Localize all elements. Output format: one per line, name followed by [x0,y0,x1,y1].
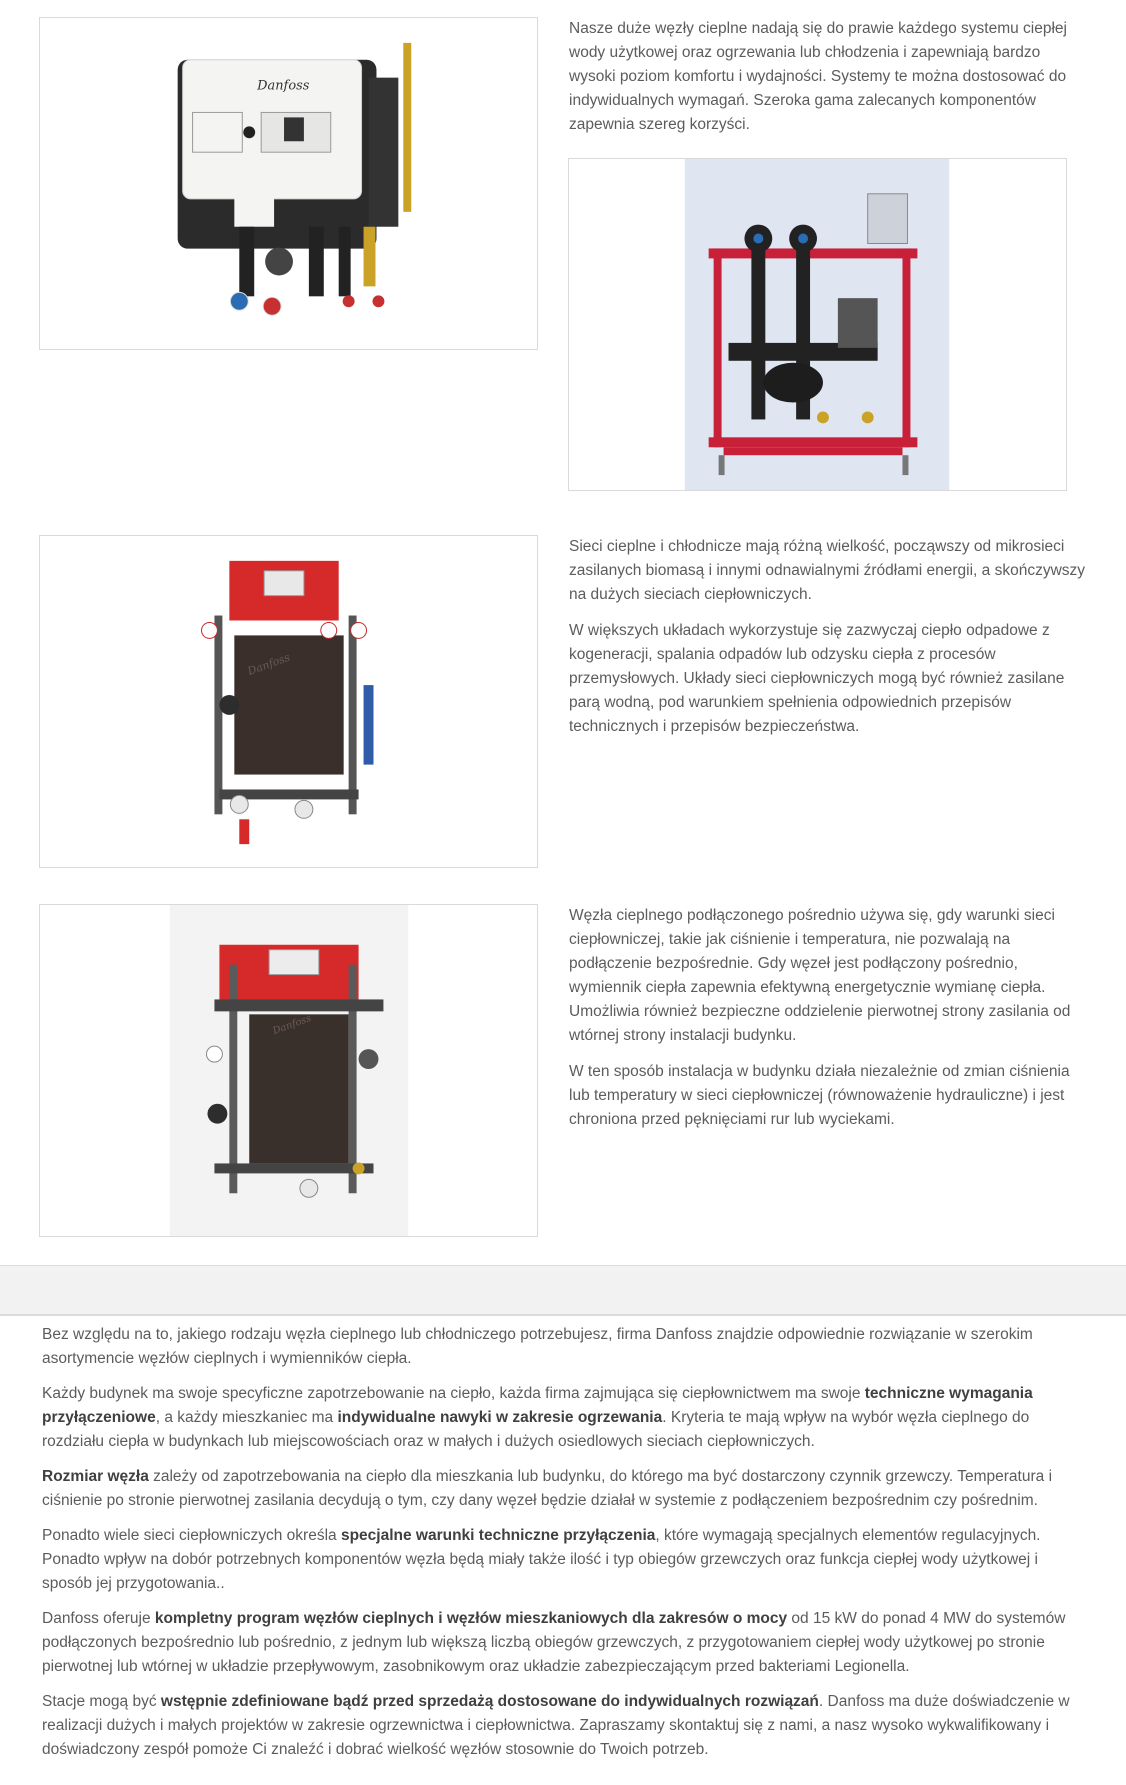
section-2-paragraph-2: W większych układach wykorzystuje się zazwyczaj ciepło odpadowe z kogeneracji, spalania odpadów lub odzysku ciepła z procesów przemysłowych. Układy sieci ciepłowniczych mogą być również zasilane parą wodną, pod warunkiem spełnienia odpowiednich przepisów technicznych i przepisów bezpieczeństwa. [569,622,1065,735]
bold-phrase: techniczne wymagania przyłączeniowe [42,1385,1033,1426]
text-segment: zależy od zapotrzebowania na ciepło dla mieszkania lub budynku, do którego ma być dostarczony czynnik grzewczy. Temperatura i ciśnienie po stronie pierwotnej zasilania decydują o tym, czy dany węzeł będzie działał w systemie z podłączeniem bezpośrednim czy pośrednim. [42,1468,1053,1509]
product-image-plate-heat-exchanger [39,535,538,868]
danfoss-logo-exchanger: Danfoss [245,650,292,678]
indirect-substation-illustration [40,905,537,1236]
body-paragraph-5 [42,1607,1092,1679]
product-image-indirect-substation [39,904,538,1237]
section-divider-band [0,1265,1126,1316]
text-segment: Ponadto wiele sieci ciepłowniczych określa [42,1527,341,1544]
body-paragraph-1: Bez względu na to, jakiego rodzaju węzła cieplnego lub chłodniczego potrzebujesz, firma Danfoss znajdzie odpowiednie rozwiązanie w szerokim asortymencie węzłów cieplnych i wymienników ciepła. [42,1326,1033,1367]
section-2-paragraph-1: Sieci cieplne i chłodnicze mają różną wielkość, począwszy od mikrosieci zasilanych biomasą i innymi odnawialnymi źródłami energii, a skończywszy na dużych sieciach ciepłowniczych. [569,538,1086,603]
bold-phrase: specjalne warunki techniczne przyłączenia [340,1527,656,1544]
bold-phrase: kompletny program węzłów cieplnych i węzłów mieszkaniowych dla zakresów o mocy [154,1610,788,1627]
text-segment: , które wymagają specjalnych elementów regulacyjnych. Ponadto wpływ na dobór potrzebnych komponentów węzła będą miały także ilość i typ obiegów grzewczych oraz funkcja ciepłej wody użytkowej i sposób jej przygotowania.. [42,1527,1041,1592]
plate-heat-exchanger-illustration [40,536,537,867]
compact-substation-illustration [40,18,537,349]
section-2-text [569,535,1089,751]
text-segment: od 15 kW do ponad 4 MW do systemów podłączonych bezpośrednio lub pośrednio, z jednym lub większą liczbą obiegów grzewczych, z przygotowaniem ciepłej wody użytkowej po stronie pierwotnej lub wtórnej w układzie przepływowym, zasobnikowym oraz układzie zabezpieczającym przed bakteriami Legionella. [42,1610,1066,1675]
bold-phrase: wstępnie zdefiniowane bądź przed sprzedażą dostosowane do indywidualnych rozwiązań [160,1693,819,1710]
product-image-compact-substation [39,17,538,350]
bold-phrase: Rozmiar węzła [42,1468,149,1485]
text-segment: . Danfoss ma duże doświadczenie w realizacji dużych i małych projektów w zakresie ogrzewnictwa i ciepłownictwa. Zapraszamy skontaktuj się z nami, a nasz wysoko wykwalifikowany i doświadczony zespół pomoże Ci znaleźć i dobrać wielkość węzłów stosownie do Twoich potrzeb. [42,1693,1070,1758]
body-paragraph-2 [42,1382,1092,1454]
body-paragraph-4 [42,1524,1092,1596]
section-3-paragraph-1: Węzła cieplnego podłączonego pośrednio używa się, gdy warunki sieci ciepłowniczej, takie jak ciśnienie i temperatura, nie pozwalają na podłączenie bezpośrednie. Gdy węzeł jest podłączony pośrednio, wymiennik ciepła zapewnia efektywną energetycznie wymianę ciepła. Umożliwia również bezpieczne oddzielenie pierwotnej strony zasilania od wtórnej strony instalacji budynku. [569,907,1071,1044]
bold-phrase: indywidualne nawyki w zakresie ogrzewania [337,1409,663,1426]
text-segment: . Kryteria te mają wpływ na wybór węzła cieplnego do rozdziału ciepła w budynkach lub miejscowościach oraz w małych i dużych osiedlowych sieciach ciepłowniczych. [42,1409,1030,1450]
text-segment: , a każdy mieszkaniec ma [155,1409,338,1426]
product-image-large-frame-substation [568,158,1067,491]
text-segment: Danfoss oferuje [42,1610,155,1627]
body-paragraph-3 [42,1465,1092,1513]
section-1-text [569,17,1089,149]
description-body [42,1323,1092,1773]
large-frame-substation-illustration [569,159,1066,490]
danfoss-logo: Danfoss [257,78,310,94]
section-3-text [569,904,1089,1144]
text-segment: Stacje mogą być [42,1693,161,1710]
body-paragraph-6 [42,1690,1092,1762]
text-segment: Każdy budynek ma swoje specyficzne zapotrzebowanie na ciepło, każda firma zajmująca się ciepłownictwem ma swoje [42,1385,865,1402]
section-1-paragraph-1: Nasze duże węzły cieplne nadają się do prawie każdego systemu ciepłej wody użytkowej oraz ogrzewania lub chłodzenia i zapewniają bardzo wysoki poziom komfortu i wydajności. Systemy te można dostosować do indywidualnych wymagań. Szeroka gama zalecanych komponentów zapewnia szereg korzyści. [569,20,1067,133]
danfoss-logo-indirect: Danfoss [271,1012,313,1038]
section-3-paragraph-2: W ten sposób instalacja w budynku działa niezależnie od zmian ciśnienia lub temperatury w sieci ciepłowniczej (równoważenie hydrauliczne) i jest chroniona przed pęknięciami rur lub wyciekami. [569,1063,1070,1128]
